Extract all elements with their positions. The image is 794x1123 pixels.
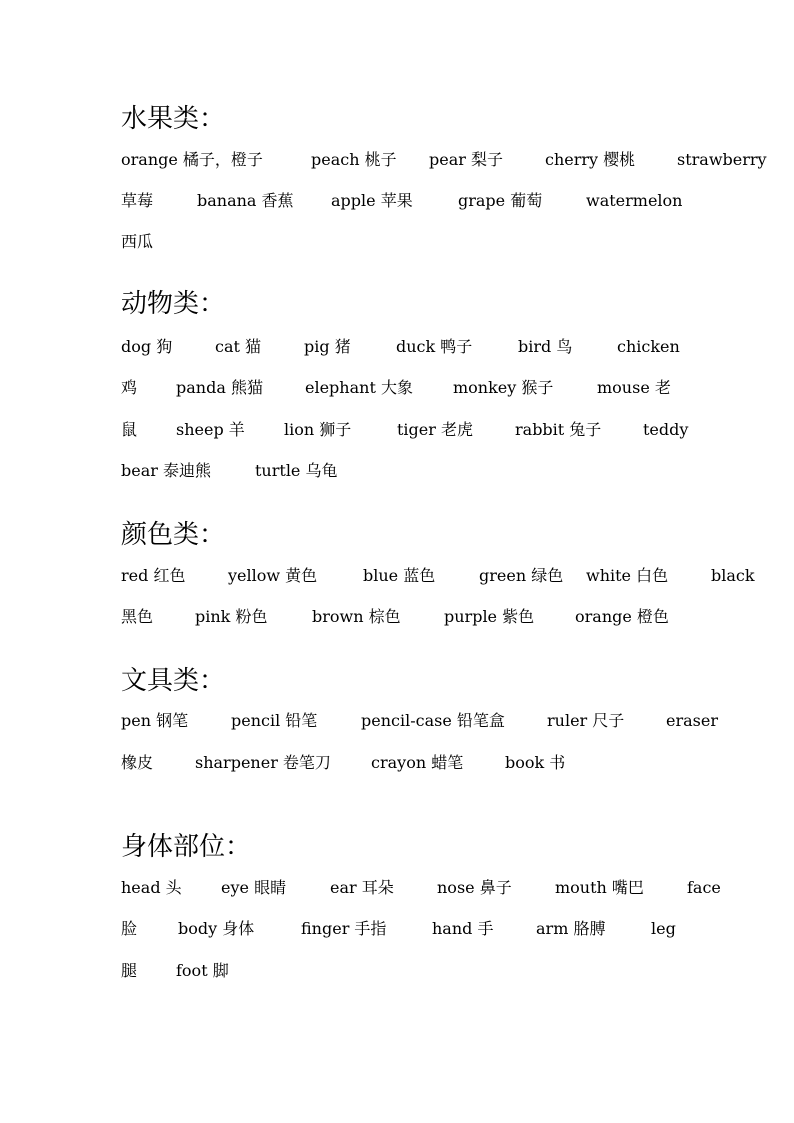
word-entry: eraser [666, 711, 718, 730]
word-entry: 草莓 [121, 191, 154, 210]
word-entry: foot 脚 [176, 961, 229, 980]
word-entry: orange 橙色 [575, 607, 669, 626]
word-entry: ruler 尺子 [547, 711, 625, 730]
word-line [0, 563, 794, 589]
word-entry: pig 猪 [304, 337, 351, 356]
word-entry: pencil-case 铅笔盒 [361, 711, 505, 730]
word-entry: monkey 猴子 [453, 378, 554, 397]
word-entry: finger 手指 [301, 919, 387, 938]
word-entry: peach 桃子 [311, 150, 397, 169]
word-line [0, 417, 794, 443]
word-entry: black [711, 566, 755, 585]
word-entry: apple 苹果 [331, 191, 413, 210]
word-line [0, 229, 794, 255]
word-entry: yellow 黄色 [228, 566, 318, 585]
word-entry: pencil 铅笔 [231, 711, 318, 730]
word-entry: watermelon [586, 191, 683, 210]
word-entry: brown 棕色 [312, 607, 401, 626]
word-entry: grape 葡萄 [458, 191, 543, 210]
word-entry: tiger 老虎 [397, 420, 473, 439]
word-entry: pen 钢笔 [121, 711, 189, 730]
word-entry: duck 鸭子 [396, 337, 473, 356]
word-line [0, 375, 794, 401]
section-heading-stationery: 文具类： [121, 666, 226, 696]
word-entry: face [687, 878, 721, 897]
word-entry: mouth 嘴巴 [555, 878, 644, 897]
word-line [0, 916, 794, 942]
word-entry: nose 鼻子 [437, 878, 512, 897]
section-heading-colors: 颜色类： [121, 520, 226, 550]
word-line [0, 458, 794, 484]
word-entry: banana 香蕉 [197, 191, 294, 210]
word-entry: ear 耳朵 [330, 878, 394, 897]
word-entry: head 头 [121, 878, 182, 897]
word-entry: 鼠 [121, 420, 138, 439]
word-line [0, 334, 794, 360]
word-entry: 脸 [121, 919, 138, 938]
word-entry: orange 橘子，橙子 [121, 150, 263, 169]
word-entry: 鸡 [121, 378, 138, 397]
word-entry: arm 胳膊 [536, 919, 606, 938]
word-entry: green 绿色 [479, 566, 564, 585]
word-entry: lion 狮子 [284, 420, 352, 439]
word-entry: eye 眼睛 [221, 878, 287, 897]
word-entry: bear 泰迪熊 [121, 461, 211, 480]
word-entry: leg [651, 919, 676, 938]
word-entry: rabbit 兔子 [515, 420, 602, 439]
word-line [0, 958, 794, 984]
word-entry: panda 熊猫 [176, 378, 263, 397]
word-entry: bird 鸟 [518, 337, 573, 356]
word-entry: teddy [643, 420, 689, 439]
word-line [0, 604, 794, 630]
word-entry: 西瓜 [121, 232, 154, 251]
word-line [0, 188, 794, 214]
word-line [0, 750, 794, 776]
word-line [0, 147, 794, 173]
word-entry: cat 猫 [215, 337, 262, 356]
word-entry: mouse 老 [597, 378, 671, 397]
section-heading-body-parts: 身体部位： [121, 832, 252, 862]
word-line [0, 708, 794, 734]
word-entry: red 红色 [121, 566, 186, 585]
word-entry: strawberry [677, 150, 767, 169]
word-entry: white 白色 [586, 566, 669, 585]
word-entry: sheep 羊 [176, 420, 245, 439]
word-entry: pear 梨子 [429, 150, 503, 169]
word-entry: purple 紫色 [444, 607, 535, 626]
word-entry: book 书 [505, 753, 566, 772]
word-entry: blue 蓝色 [363, 566, 436, 585]
word-entry: 黑色 [121, 607, 154, 626]
word-entry: crayon 蜡笔 [371, 753, 464, 772]
word-entry: elephant 大象 [305, 378, 413, 397]
word-entry: pink 粉色 [195, 607, 268, 626]
word-entry: sharpener 卷笔刀 [195, 753, 331, 772]
word-entry: hand 手 [432, 919, 494, 938]
word-entry: chicken [617, 337, 680, 356]
word-entry: dog 狗 [121, 337, 173, 356]
word-entry: 腿 [121, 961, 138, 980]
word-line [0, 875, 794, 901]
word-entry: turtle 乌龟 [255, 461, 338, 480]
section-heading-animals: 动物类： [121, 289, 226, 319]
word-entry: body 身体 [178, 919, 255, 938]
word-entry: 橡皮 [121, 753, 154, 772]
word-entry: cherry 樱桃 [545, 150, 636, 169]
section-heading-fruits: 水果类： [121, 104, 226, 134]
